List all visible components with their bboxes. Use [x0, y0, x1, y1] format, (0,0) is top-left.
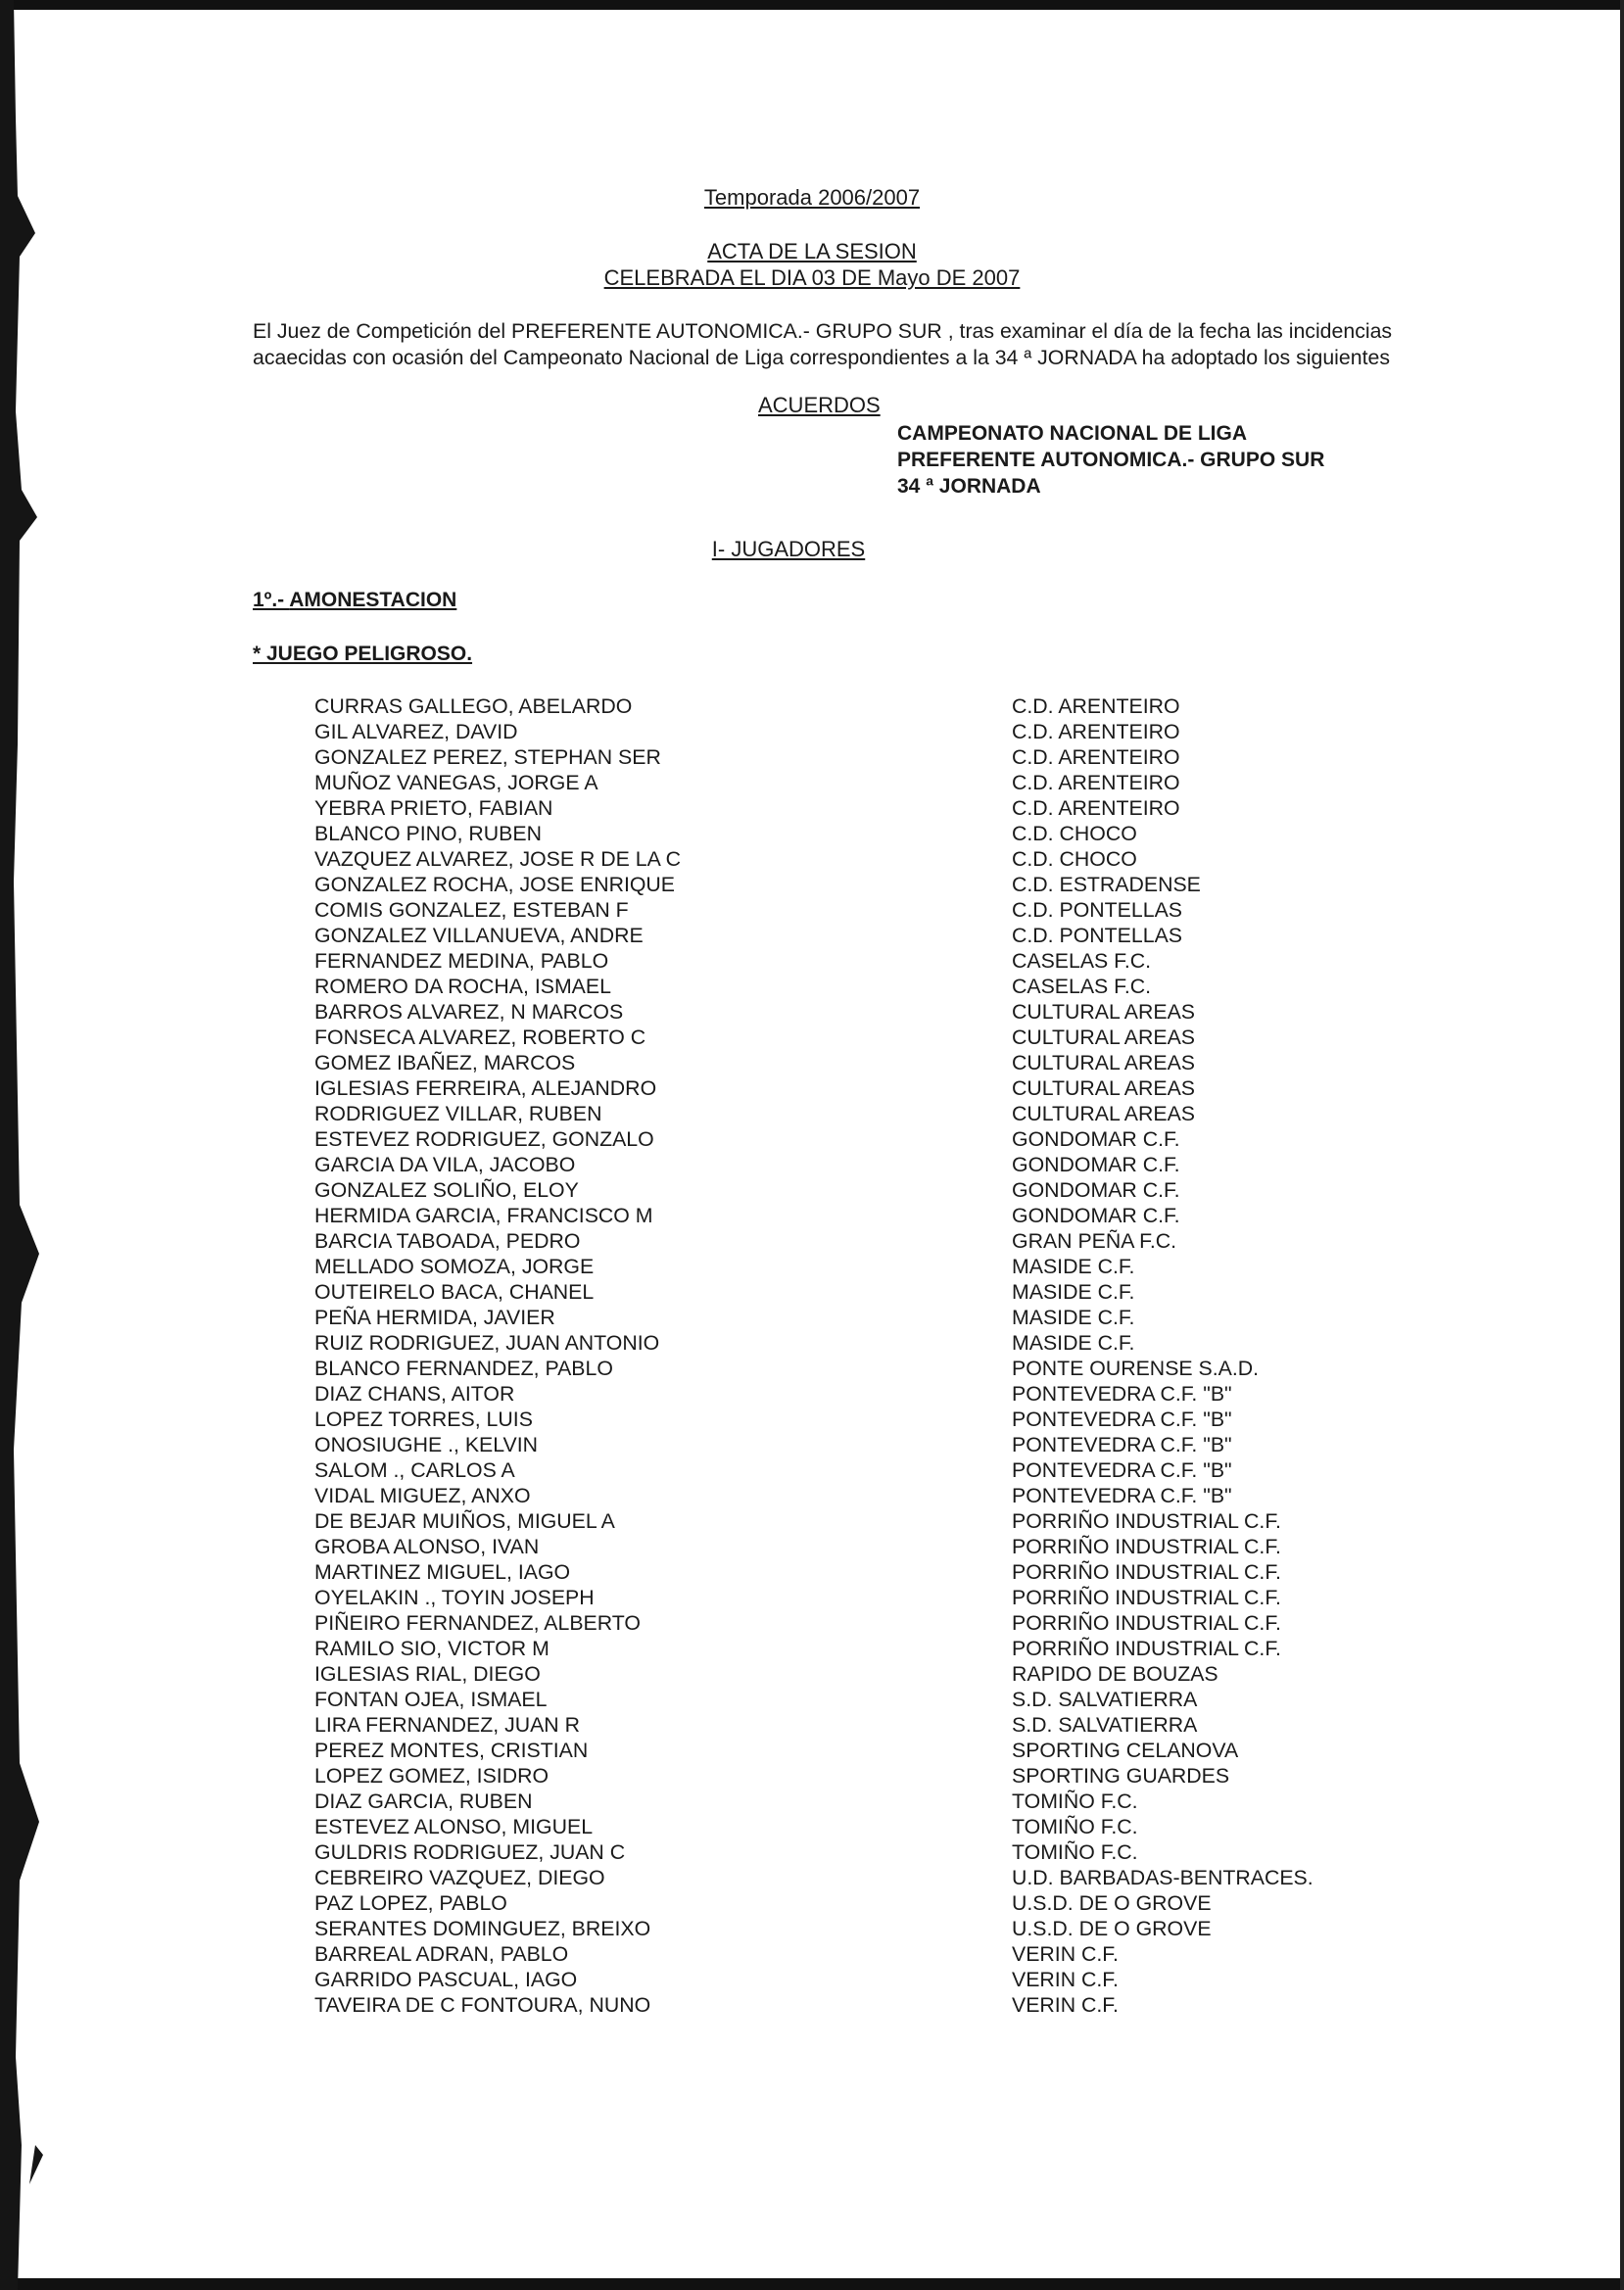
- player-name: BLANCO FERNANDEZ, PABLO: [314, 1357, 613, 1380]
- player-name: MARTINEZ MIGUEL, IAGO: [314, 1560, 571, 1584]
- section-title: I- JUGADORES: [711, 537, 866, 561]
- player-name: CURRAS GALLEGO, ABELARDO: [314, 694, 633, 718]
- player-club: PORRIÑO INDUSTRIAL C.F.: [1012, 1535, 1281, 1558]
- player-club: U.S.D. DE O GROVE: [1012, 1891, 1212, 1915]
- player-name: DIAZ CHANS, AITOR: [314, 1382, 515, 1406]
- player-name: MELLADO SOMOZA, JORGE: [314, 1255, 595, 1278]
- championship-name: CAMPEONATO NACIONAL DE LIGA: [897, 422, 1248, 445]
- player-name: GONZALEZ VILLANUEVA, ANDRE: [314, 924, 644, 947]
- player-row: [314, 1839, 1490, 1865]
- player-row: [314, 719, 1490, 744]
- player-club: GONDOMAR C.F.: [1012, 1178, 1180, 1202]
- player-club: CULTURAL AREAS: [1012, 1000, 1195, 1024]
- player-name: MUÑOZ VANEGAS, JORGE A: [314, 771, 598, 794]
- player-name: GOMEZ IBAÑEZ, MARCOS: [314, 1051, 576, 1074]
- player-row: [314, 1610, 1490, 1636]
- player-club: GONDOMAR C.F.: [1012, 1204, 1180, 1227]
- player-row: [314, 1636, 1490, 1661]
- player-club: MASIDE C.F.: [1012, 1255, 1135, 1278]
- player-club: C.D. PONTELLAS: [1012, 898, 1182, 922]
- player-row: [314, 1025, 1490, 1050]
- player-row: [314, 1712, 1490, 1738]
- player-row: [314, 1585, 1490, 1610]
- player-row: [314, 1356, 1490, 1381]
- player-row: [314, 1687, 1490, 1712]
- player-club: C.D. ARENTEIRO: [1012, 745, 1180, 769]
- player-row: [314, 1407, 1490, 1432]
- player-row: [314, 1661, 1490, 1687]
- player-club: PONTE OURENSE S.A.D.: [1012, 1357, 1260, 1380]
- player-row: [314, 1330, 1490, 1356]
- players-list: [314, 693, 1490, 2018]
- intro-line-1: El Juez de Competición del PREFERENTE AUTONOMICA.- GRUPO SUR , tras examinar el día de la fecha las incidencias: [253, 319, 1393, 343]
- sanction-heading: [253, 589, 456, 612]
- player-club: GONDOMAR C.F.: [1012, 1127, 1180, 1151]
- player-name: GARRIDO PASCUAL, IAGO: [314, 1968, 578, 1991]
- acuerdos-heading: ACUERDOS: [758, 393, 881, 417]
- player-name: GARCIA DA VILA, JACOBO: [314, 1153, 576, 1176]
- player-name: GULDRIS RODRIGUEZ, JUAN C: [314, 1840, 626, 1864]
- player-club: GONDOMAR C.F.: [1012, 1153, 1180, 1176]
- player-name: RUIZ RODRIGUEZ, JUAN ANTONIO: [314, 1331, 660, 1355]
- player-name: DIAZ GARCIA, RUBEN: [314, 1789, 533, 1813]
- player-name: TAVEIRA DE C FONTOURA, NUNO: [314, 1993, 651, 2017]
- player-club: RAPIDO DE BOUZAS: [1012, 1662, 1218, 1686]
- player-name: GONZALEZ ROCHA, JOSE ENRIQUE: [314, 873, 676, 896]
- player-club: PORRIÑO INDUSTRIAL C.F.: [1012, 1586, 1281, 1609]
- player-club: PONTEVEDRA C.F. "B": [1012, 1458, 1232, 1482]
- player-row: [314, 821, 1490, 846]
- player-row: [314, 1890, 1490, 1916]
- player-club: TOMIÑO F.C.: [1012, 1789, 1138, 1813]
- player-name: DE BEJAR MUIÑOS, MIGUEL A: [314, 1509, 615, 1533]
- player-club: TOMIÑO F.C.: [1012, 1840, 1138, 1864]
- sanction-number: 1º.-: [253, 589, 290, 611]
- player-row: [314, 897, 1490, 923]
- scan-edge-top: [0, 0, 1624, 10]
- player-row: [314, 1279, 1490, 1305]
- player-club: C.D. ARENTEIRO: [1012, 796, 1180, 820]
- player-club: VERIN C.F.: [1012, 1993, 1119, 2017]
- scan-edge-left: [0, 0, 59, 2290]
- player-name: CEBREIRO VAZQUEZ, DIEGO: [314, 1866, 605, 1889]
- player-club: C.D. ARENTEIRO: [1012, 771, 1180, 794]
- player-club: C.D. PONTELLAS: [1012, 924, 1182, 947]
- player-row: [314, 1432, 1490, 1457]
- player-row: [314, 1381, 1490, 1407]
- player-name: YEBRA PRIETO, FABIAN: [314, 796, 553, 820]
- championship-block: [897, 420, 1324, 500]
- player-name: ESTEVEZ ALONSO, MIGUEL: [314, 1815, 594, 1838]
- player-club: PORRIÑO INDUSTRIAL C.F.: [1012, 1509, 1281, 1533]
- player-name: GONZALEZ PEREZ, STEPHAN SER: [314, 745, 661, 769]
- player-club: SPORTING CELANOVA: [1012, 1739, 1239, 1762]
- player-row: [314, 1457, 1490, 1483]
- player-row: [314, 1941, 1490, 1967]
- player-row: [314, 1534, 1490, 1559]
- player-club: TOMIÑO F.C.: [1012, 1815, 1138, 1838]
- player-club: C.D. CHOCO: [1012, 847, 1137, 871]
- player-name: BARREAL ADRAN, PABLO: [314, 1942, 569, 1966]
- player-club: S.D. SALVATIERRA: [1012, 1688, 1198, 1711]
- scan-edge-right: [1620, 0, 1624, 2290]
- player-row: [314, 1916, 1490, 1941]
- player-name: VIDAL MIGUEZ, ANXO: [314, 1484, 531, 1507]
- player-row: [314, 872, 1490, 897]
- player-name: GONZALEZ SOLIÑO, ELOY: [314, 1178, 579, 1202]
- player-name: LOPEZ TORRES, LUIS: [314, 1407, 533, 1431]
- matchday: 34 ª JORNADA: [897, 475, 1041, 498]
- player-row: [314, 1050, 1490, 1075]
- player-name: FERNANDEZ MEDINA, PABLO: [314, 949, 609, 973]
- player-row: [314, 1738, 1490, 1763]
- player-name: LOPEZ GOMEZ, ISIDRO: [314, 1764, 549, 1788]
- player-name: FONSECA ALVAREZ, ROBERTO C: [314, 1026, 646, 1049]
- player-row: [314, 974, 1490, 999]
- acta-line-2: CELEBRADA EL DIA 03 DE Mayo DE 2007: [603, 265, 1021, 290]
- group-name: PREFERENTE AUTONOMICA.- GRUPO SUR: [897, 449, 1325, 471]
- player-name: PIÑEIRO FERNANDEZ, ALBERTO: [314, 1611, 641, 1635]
- player-row: [314, 1254, 1490, 1279]
- player-club: C.D. ESTRADENSE: [1012, 873, 1201, 896]
- player-name: SERANTES DOMINGUEZ, BREIXO: [314, 1917, 651, 1940]
- player-name: IGLESIAS RIAL, DIEGO: [314, 1662, 541, 1686]
- player-name: ROMERO DA ROCHA, ISMAEL: [314, 975, 611, 998]
- player-name: GROBA ALONSO, IVAN: [314, 1535, 540, 1558]
- player-name: BARCIA TABOADA, PEDRO: [314, 1229, 581, 1253]
- intro-paragraph: [253, 318, 1467, 371]
- player-row: [314, 1101, 1490, 1126]
- player-club: CASELAS F.C.: [1012, 949, 1152, 973]
- player-club: PONTEVEDRA C.F. "B": [1012, 1382, 1232, 1406]
- player-row: [314, 1483, 1490, 1508]
- player-club: PONTEVEDRA C.F. "B": [1012, 1433, 1232, 1456]
- player-name: SALOM ., CARLOS A: [314, 1458, 515, 1482]
- player-row: [314, 923, 1490, 948]
- player-club: MASIDE C.F.: [1012, 1306, 1135, 1329]
- player-row: [314, 1508, 1490, 1534]
- player-name: PEÑA HERMIDA, JAVIER: [314, 1306, 555, 1329]
- player-row: [314, 1203, 1490, 1228]
- player-name: FONTAN OJEA, ISMAEL: [314, 1688, 548, 1711]
- player-row: [314, 1789, 1490, 1814]
- player-row: [314, 1075, 1490, 1101]
- player-club: VERIN C.F.: [1012, 1942, 1119, 1966]
- player-row: [314, 693, 1490, 719]
- player-row: [314, 1865, 1490, 1890]
- player-name: LIRA FERNANDEZ, JUAN R: [314, 1713, 580, 1737]
- player-row: [314, 1126, 1490, 1152]
- player-club: GRAN PEÑA F.C.: [1012, 1229, 1177, 1253]
- player-club: C.D. ARENTEIRO: [1012, 694, 1180, 718]
- player-club: VERIN C.F.: [1012, 1968, 1119, 1991]
- player-club: U.D. BARBADAS-BENTRACES.: [1012, 1866, 1314, 1889]
- player-club: CULTURAL AREAS: [1012, 1076, 1195, 1100]
- player-name: GIL ALVAREZ, DAVID: [314, 720, 518, 743]
- player-club: CULTURAL AREAS: [1012, 1102, 1195, 1125]
- player-club: CASELAS F.C.: [1012, 975, 1152, 998]
- player-row: [314, 1305, 1490, 1330]
- player-name: IGLESIAS FERREIRA, ALEJANDRO: [314, 1076, 657, 1100]
- player-club: SPORTING GUARDES: [1012, 1764, 1230, 1788]
- player-row: [314, 846, 1490, 872]
- player-name: ONOSIUGHE ., KELVIN: [314, 1433, 539, 1456]
- player-row: [314, 1152, 1490, 1177]
- player-club: PORRIÑO INDUSTRIAL C.F.: [1012, 1637, 1281, 1660]
- scan-edge-bottom: [0, 2278, 1624, 2290]
- season-title: Temporada 2006/2007: [703, 185, 921, 210]
- acta-heading: [0, 238, 1624, 291]
- player-row: [314, 1992, 1490, 2018]
- player-name: ESTEVEZ RODRIGUEZ, GONZALO: [314, 1127, 654, 1151]
- player-row: [314, 999, 1490, 1025]
- player-name: RODRIGUEZ VILLAR, RUBEN: [314, 1102, 602, 1125]
- player-row: [314, 1814, 1490, 1839]
- player-club: PONTEVEDRA C.F. "B": [1012, 1484, 1232, 1507]
- player-row: [314, 948, 1490, 974]
- player-row: [314, 744, 1490, 770]
- player-club: CULTURAL AREAS: [1012, 1026, 1195, 1049]
- player-name: PAZ LOPEZ, PABLO: [314, 1891, 507, 1915]
- player-club: C.D. ARENTEIRO: [1012, 720, 1180, 743]
- player-name: BLANCO PINO, RUBEN: [314, 822, 542, 845]
- player-row: [314, 795, 1490, 821]
- acta-line-1: ACTA DE LA SESION: [707, 239, 917, 263]
- player-name: OUTEIRELO BACA, CHANEL: [314, 1280, 595, 1304]
- intro-line-2: acaecidas con ocasión del Campeonato Nacional de Liga correspondientes a la 34 ª JORNADA ha adoptado los siguientes: [253, 346, 1391, 369]
- player-club: PONTEVEDRA C.F. "B": [1012, 1407, 1232, 1431]
- player-row: [314, 1763, 1490, 1789]
- player-name: OYELAKIN ., TOYIN JOSEPH: [314, 1586, 595, 1609]
- player-row: [314, 1559, 1490, 1585]
- player-row: [314, 1177, 1490, 1203]
- player-club: S.D. SALVATIERRA: [1012, 1713, 1198, 1737]
- player-name: COMIS GONZALEZ, ESTEBAN F: [314, 898, 629, 922]
- player-name: HERMIDA GARCIA, FRANCISCO M: [314, 1204, 653, 1227]
- player-name: BARROS ALVAREZ, N MARCOS: [314, 1000, 624, 1024]
- player-club: PORRIÑO INDUSTRIAL C.F.: [1012, 1560, 1281, 1584]
- player-name: PEREZ MONTES, CRISTIAN: [314, 1739, 589, 1762]
- sanction-type: AMONESTACION: [289, 589, 457, 611]
- player-club: U.S.D. DE O GROVE: [1012, 1917, 1212, 1940]
- player-row: [314, 1228, 1490, 1254]
- player-name: RAMILO SIO, VICTOR M: [314, 1637, 549, 1660]
- player-club: C.D. CHOCO: [1012, 822, 1137, 845]
- player-club: PORRIÑO INDUSTRIAL C.F.: [1012, 1611, 1281, 1635]
- player-row: [314, 1967, 1490, 1992]
- sanction-reason: * JUEGO PELIGROSO.: [253, 643, 473, 665]
- player-row: [314, 770, 1490, 795]
- player-club: MASIDE C.F.: [1012, 1280, 1135, 1304]
- player-name: VAZQUEZ ALVAREZ, JOSE R DE LA C: [314, 847, 681, 871]
- player-club: MASIDE C.F.: [1012, 1331, 1135, 1355]
- player-club: CULTURAL AREAS: [1012, 1051, 1195, 1074]
